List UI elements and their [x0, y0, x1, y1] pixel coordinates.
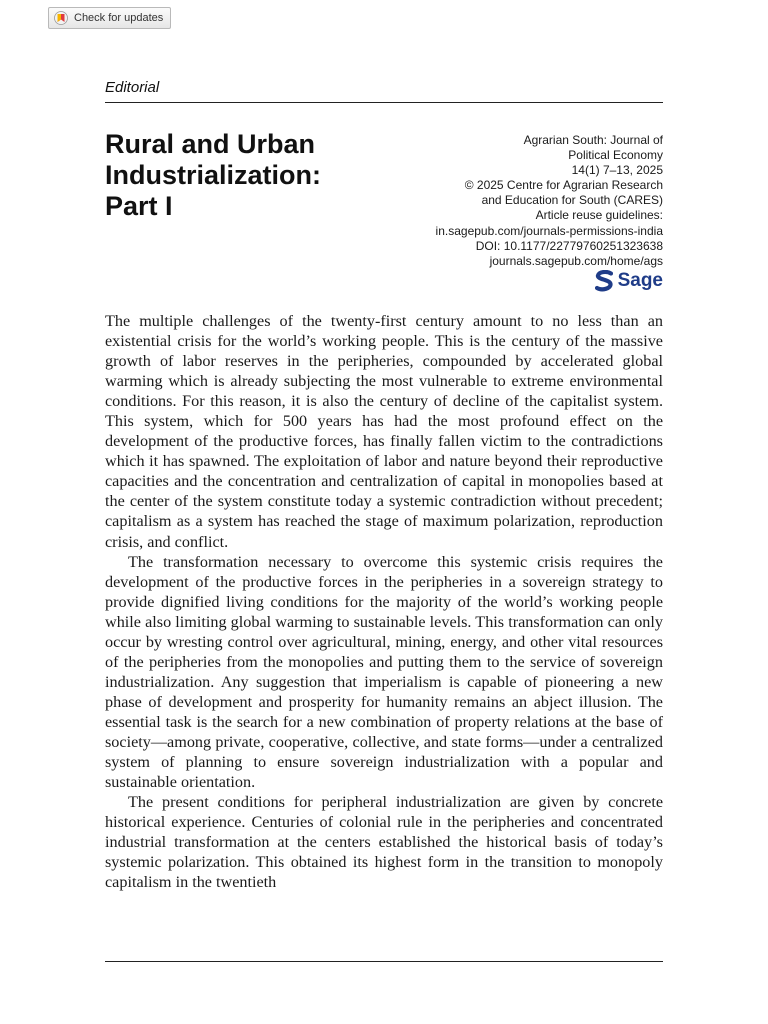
body-paragraph: The present conditions for peripheral industrialization are given by concrete historical experience. Centuries of colonial rule in the peripheries and concentrated industrial transformation at the centers established the historical basis of today’s systemic polarization. This obtained its highest form in the transition to monopoly capitalism in the twentieth [105, 793, 663, 892]
crossmark-icon [54, 11, 68, 25]
footer-rule [105, 961, 663, 962]
publisher-name: Sage [617, 270, 663, 291]
check-for-updates-button[interactable] [48, 7, 171, 29]
doi-link[interactable]: DOI: 10.1177/22779760251323638 [475, 238, 663, 253]
copyright-line: and Education for South (CARES) [481, 193, 663, 208]
title-line: Part I [105, 191, 173, 221]
journal-name-line: Agrarian South: Journal of [523, 133, 663, 147]
copyright-line: © 2025 Centre for Agrarian Research [464, 178, 663, 193]
journal-name-line: Political Economy [568, 148, 663, 163]
body-paragraph: The multiple challenges of the twenty-first century amount to no less than an existential crisis for the world’s working people. This is the century of the massive growth of labor reserves in the peripheries, compounded by accelerated global warming which is already subjecting the most vulnerable to extreme environmental conditions. For this reason, it is also the century of decline of the capitalist system. This system, which for 500 years has had the most profound effect on the development of the productive forces, has finally fallen victim to the contradictions which it has spawned. The exploitation of labor and nature beyond their reproductive capacities and the concentration and centralization of capital in monopolies based at the center of the system constitute today a systemic contradiction without precedent; capitalism as a system has reached the stage of maximum polarization, reproduction crisis, and conflict. [105, 312, 663, 551]
reuse-guidelines-label: Article reuse guidelines: [535, 208, 663, 223]
section-label: Editorial [105, 79, 160, 96]
volume-issue-pages: 14(1) 7–13, 2025 [571, 163, 663, 178]
body-paragraph: The transformation necessary to overcome this systemic crisis requires the development of the productive forces in the peripheries in a sovereign strategy to provide dignified living conditions for the majority of the world’s working people while also limiting global warming to sustainable levels. This transformation can only occur by wresting control over agricultural, mining, energy, and other vital resources of the peripheries from the monopolies and putting them to the service of sovereign industrialization. Any suggestion that imperialism is capable of pioneering a new phase of development and prosperity for humanity remains an abject illusion. The essential task is the search for a new combination of property relations at the base of society—among private, cooperative, collective, and state forms—under a centralized system of planning to ensure sovereign industrialization with a popular and sustainable orientation. [105, 552, 663, 792]
permissions-link[interactable]: in.sagepub.com/journals-permissions-india [435, 223, 663, 238]
sage-logo-icon [595, 270, 613, 292]
check-for-updates-label: Check for updates [74, 12, 164, 24]
journal-home-link[interactable]: journals.sagepub.com/home/ags [489, 253, 663, 268]
title-line: Rural and Urban [105, 129, 316, 159]
article-body [105, 311, 663, 892]
title-line: Industrialization: [105, 160, 321, 190]
header-rule [105, 102, 663, 103]
publisher-logo [595, 270, 663, 292]
journal-metadata [343, 133, 663, 269]
